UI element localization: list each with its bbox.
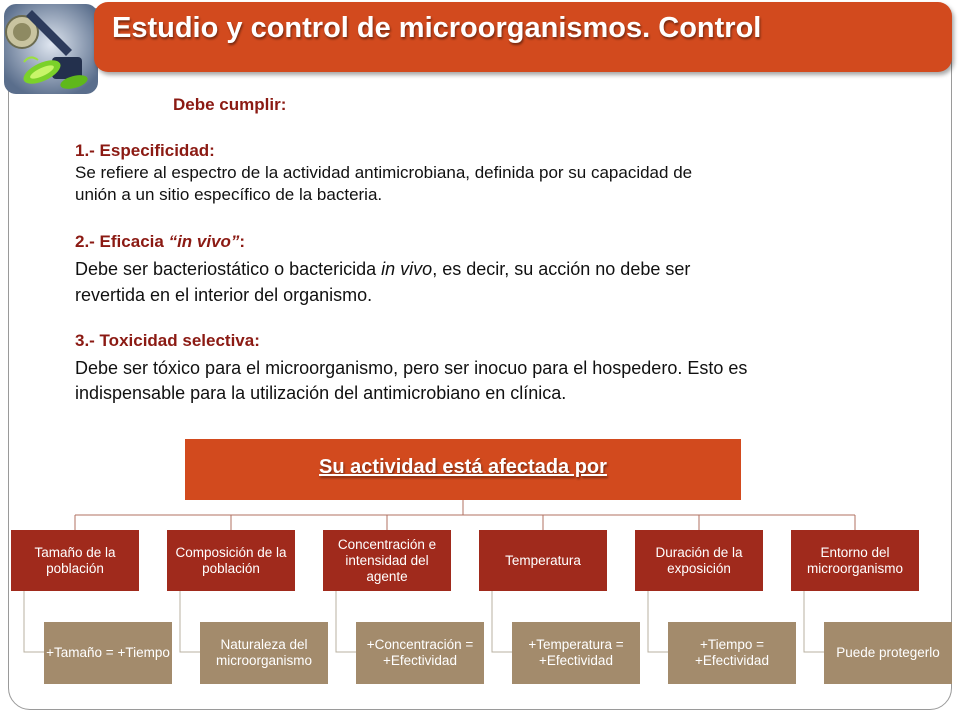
intro-heading: Debe cumplir:: [173, 95, 287, 114]
point-3-line-2: indispensable para la utilización del antimicrobiano en clínica.: [75, 383, 567, 403]
point-2-line-1-a: Debe ser bacteriostático o bactericida: [75, 259, 382, 279]
effect-box: +Temperatura = +Efectividad: [512, 622, 640, 684]
effect-box: Naturaleza del microorganismo: [200, 622, 328, 684]
factor-box: Entorno del microorganismo: [791, 530, 919, 591]
effect-box: +Tamaño = +Tiempo: [44, 622, 172, 684]
effect-box: +Concentración = +Efectividad: [356, 622, 484, 684]
page-title: Estudio y control de microorganismos. Control: [112, 12, 762, 44]
effect-box: +Tiempo = +Efectividad: [668, 622, 796, 684]
factor-box: Tamaño de la población: [11, 530, 139, 591]
factor-box: Temperatura: [479, 530, 607, 591]
point-2-heading-italic: “in vivo”: [168, 232, 240, 251]
factor-box: Duración de la exposición: [635, 530, 763, 591]
point-1-line-1: Se refiere al espectro de la actividad antimicrobiana, definida por su capacidad de: [75, 163, 693, 182]
factor-box: Composición de la población: [167, 530, 295, 591]
point-2-line-1-c: , es decir, su acción no debe ser: [432, 259, 691, 279]
point-2-heading-a: 2.- Eficacia: [75, 232, 169, 251]
point-2-line-1-italic: in vivo: [381, 259, 433, 279]
point-3-heading: 3.- Toxicidad selectiva:: [75, 331, 260, 350]
point-1-heading: 1.- Especificidad:: [75, 141, 215, 160]
point-2-heading-c: :: [239, 232, 246, 251]
effect-box: Puede protegerlo: [824, 622, 952, 684]
factor-box: Concentración e intensidad del agente: [323, 530, 451, 591]
diagram-root-label: Su actividad está afectada por: [319, 456, 607, 478]
point-3-line-1: Debe ser tóxico para el microorganismo, pero ser inocuo para el hospedero. Esto es: [75, 358, 748, 378]
point-1-line-2: unión a un sitio específico de la bacteria.: [75, 185, 383, 204]
point-2-line-2: revertida en el interior del organismo.: [75, 285, 373, 305]
diagram-root-box: [185, 439, 741, 500]
